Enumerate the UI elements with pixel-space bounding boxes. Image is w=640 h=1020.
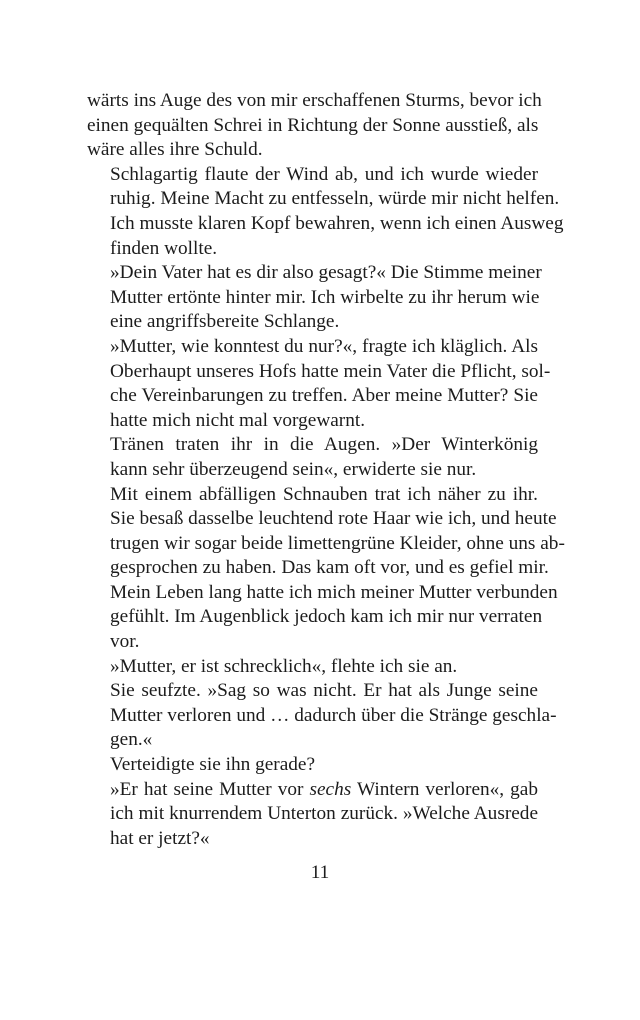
text-line: Ich musste klaren Kopf bewahren, wenn ich einen Ausweg (110, 212, 564, 234)
text-line: gesprochen zu haben. Das kam oft vor, und es gefiel mir. (110, 557, 549, 579)
text-line: Schlagartig flaute der Wind ab, und ich wurde wieder (110, 163, 538, 185)
text-line: ich mit knurrendem Unterton zurück. »Welche Ausrede (110, 803, 538, 825)
text-line: eine angriffsbereite Schlange. (110, 311, 340, 333)
text-line: wäre alles ihre Schuld. (87, 139, 263, 161)
text-line: wärts ins Auge des von mir erschaffenen Sturms, bevor ich (87, 90, 542, 111)
paragraph (87, 778, 538, 852)
text-line: Verteidigte sie ihn gerade? (110, 754, 316, 776)
page-number: 11 (310, 862, 330, 883)
text-line: Tränen traten ihr in die Augen. »Der Winterkönig (110, 434, 538, 456)
text-line (87, 778, 538, 803)
text-line: einen gequälten Schrei in Richtung der Sonne ausstieß, als (87, 114, 539, 136)
text-line: vor. (110, 631, 140, 653)
text-line: trugen wir sogar beide limettengrüne Kleider, ohne uns ab- (110, 532, 565, 554)
text-line: kann sehr überzeugend sein«, erwiderte sie nur. (110, 458, 477, 480)
text-line: che Vereinbarungen zu treffen. Aber meine Mutter? Sie (110, 385, 538, 407)
paragraph (87, 753, 538, 778)
paragraph (87, 483, 565, 655)
text-run: »Er hat seine Mutter vor (110, 778, 304, 800)
text-line: Mit einem abfälligen Schnauben trat ich näher zu ihr. (110, 483, 538, 505)
paragraph (87, 89, 542, 163)
text-line: Mein Leben lang hatte ich mich meiner Mutter verbunden (110, 581, 558, 603)
paragraph (87, 335, 551, 433)
text-line: Sie besaß dasselbe leuchtend rote Haar wie ich, und heute (110, 508, 557, 530)
text-line: Oberhaupt unseres Hofs hatte mein Vater die Pflicht, sol- (110, 360, 551, 382)
paragraph (87, 433, 538, 482)
text-line: Mutter verloren und … dadurch über die Stränge geschla- (110, 704, 557, 726)
paragraph (87, 163, 564, 261)
text-line: »Mutter, er ist schrecklich«, flehte ich sie an. (110, 655, 458, 677)
text-line: Sie seufzte. »Sag so was nicht. Er hat als Junge seine (110, 680, 538, 702)
paragraph (87, 655, 538, 680)
text-line: ruhig. Meine Macht zu entfesseln, würde mir nicht helfen. (110, 188, 560, 210)
paragraph (87, 261, 542, 335)
text-line: »Dein Vater hat es dir also gesagt?« Die Stimme meiner (110, 262, 542, 284)
text-line: hat er jetzt?« (110, 827, 210, 849)
text-line: Mutter ertönte hinter mir. Ich wirbelte zu ihr herum wie (110, 286, 540, 308)
emphasized-word: sechs (309, 778, 352, 800)
text-line: »Mutter, wie konntest du nur?«, fragte ich kläglich. Als (110, 335, 538, 357)
text-run: Wintern verloren«, gab (356, 778, 538, 800)
text-line: finden wollte. (110, 237, 218, 259)
text-line: gen.« (110, 729, 153, 751)
text-line: hatte mich nicht mal vorgewarnt. (110, 409, 366, 431)
body-text (87, 89, 565, 851)
text-line: gefühlt. Im Augenblick jedoch kam ich mir nur verraten (110, 606, 543, 628)
paragraph (87, 679, 557, 753)
